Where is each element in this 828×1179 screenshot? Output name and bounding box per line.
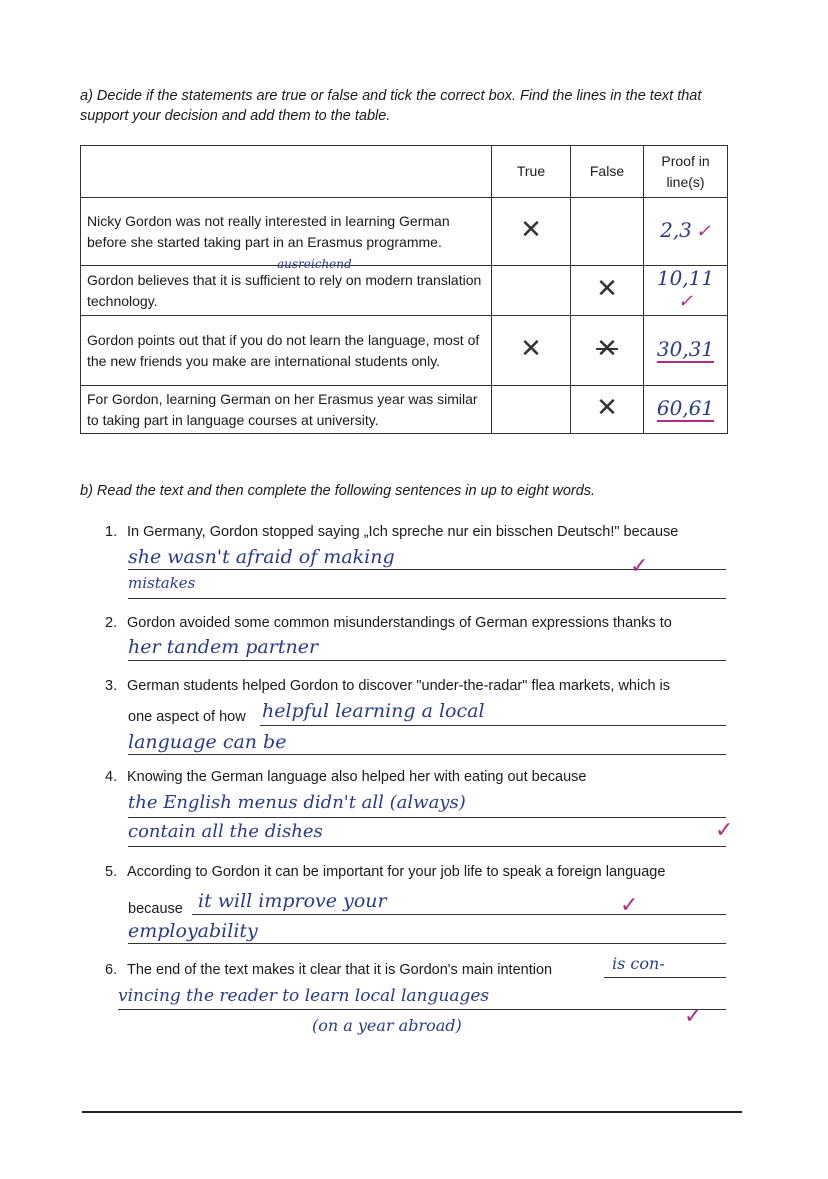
answer-6-line-2[interactable]: vincing the reader to learn local languages — [118, 986, 490, 1006]
question-4 — [105, 767, 735, 787]
question-prompt: In Germany, Gordon stopped saying „Ich spreche nur ein bisschen Deutsch!" because — [127, 524, 679, 540]
proof-lines-4[interactable]: 60,61 — [656, 396, 715, 420]
question-number: 6. — [105, 962, 118, 978]
question-prompt: The end of the text makes it clear that it is Gordon's main intention — [127, 962, 553, 978]
proof-lines-2[interactable]: 10,11 — [656, 266, 715, 290]
answer-line — [118, 1009, 726, 1010]
table-row — [81, 198, 728, 266]
answer-line — [260, 725, 726, 726]
bottom-rule — [82, 1111, 742, 1113]
answer-line — [604, 977, 726, 978]
question-prompt: German students helped Gordon to discover "under-the-radar" flea markets, which is — [127, 678, 671, 694]
answer-6-line-3[interactable]: (on a year abroad) — [312, 1016, 462, 1035]
answer-3-line-2[interactable]: language can be — [128, 731, 287, 753]
question-number: 3. — [105, 678, 118, 694]
statement-2-cell — [81, 257, 492, 316]
answer-3-line-1[interactable]: helpful learning a local — [262, 700, 485, 722]
header-proof: Proof in line(s) — [644, 146, 728, 198]
question-number: 2. — [105, 615, 118, 631]
question-number: 1. — [105, 524, 118, 540]
answer-line — [128, 846, 726, 847]
tick-1: ✓ — [695, 221, 711, 242]
question-number: 4. — [105, 769, 118, 785]
header-false: False — [571, 146, 644, 198]
tick-q4: ✓ — [715, 818, 734, 843]
statement-3: Gordon points out that if you do not learn the language, most of the new friends you make are international students only. — [81, 316, 492, 386]
question-1 — [105, 522, 735, 542]
answer-line — [128, 817, 726, 818]
tick-2: ✓ — [677, 291, 694, 312]
true-false-table — [80, 145, 728, 434]
answer-1-line-1[interactable]: she wasn't afraid of making — [128, 546, 395, 568]
question-5 — [105, 862, 735, 882]
proof-lines-1[interactable]: 2,3 — [660, 218, 692, 242]
header-blank — [81, 146, 492, 198]
question-2 — [105, 613, 735, 633]
tick-q5: ✓ — [620, 893, 639, 918]
tick-q6: ✓ — [684, 1004, 703, 1029]
part-b-instructions: b) Read the text and then complete the following sentences in up to eight words. — [80, 483, 596, 499]
answer-5-line-1[interactable]: it will improve your — [198, 890, 387, 912]
statement-1: Nicky Gordon was not really interested in learning German before she started taking part in an Erasmus programme. — [81, 198, 492, 266]
statement-4: For Gordon, learning German on her Erasmus year was similar to taking part in language courses at university. — [81, 386, 492, 434]
true-checkmark-1[interactable]: ✕ — [520, 214, 542, 245]
answer-2-line-1[interactable]: her tandem partner — [128, 636, 319, 658]
question-3-continued: one aspect of how — [128, 709, 246, 725]
true-checkmark-3[interactable]: ✕ — [520, 333, 542, 364]
statement-2: Gordon believes that it is sufficient to rely on modern translation technology. — [87, 271, 482, 309]
question-6 — [105, 960, 625, 980]
false-checkmark-2[interactable]: ✕ — [596, 273, 618, 304]
answer-4-line-1[interactable]: the English menus didn't all (always) — [128, 792, 466, 813]
answer-5-line-2[interactable]: employability — [128, 920, 258, 942]
table-header-row — [81, 146, 728, 198]
answer-line — [192, 914, 726, 915]
false-checkmark-3[interactable]: ✕ — [596, 333, 618, 364]
proof-lines-3[interactable]: 30,31 — [656, 337, 715, 361]
answer-1-line-2[interactable]: mistakes — [128, 574, 196, 592]
tick-q1: ✓ — [630, 554, 649, 579]
answer-line — [128, 754, 726, 755]
table-row — [81, 266, 728, 316]
question-prompt: Gordon avoided some common misunderstandings of German expressions thanks to — [127, 615, 672, 631]
answer-line — [128, 943, 726, 944]
header-true: True — [492, 146, 571, 198]
answer-6-line-1[interactable]: is con- — [612, 954, 665, 973]
question-prompt: Knowing the German language also helped her with eating out because — [127, 769, 587, 785]
part-a-instructions: a) Decide if the statements are true or false and tick the correct box. Find the lines in the text that support your decision and add them to the table. — [80, 88, 702, 124]
table-row — [81, 386, 728, 434]
answer-4-line-2[interactable]: contain all the dishes — [128, 821, 323, 842]
false-checkmark-4[interactable]: ✕ — [596, 392, 618, 423]
correction-note: ausreichend — [277, 257, 352, 271]
question-3 — [105, 676, 735, 696]
question-5-continued: because — [128, 901, 183, 917]
question-number: 5. — [105, 864, 118, 880]
table-row — [81, 316, 728, 386]
question-prompt: According to Gordon it can be important for your job life to speak a foreign language — [127, 864, 666, 880]
answer-line — [128, 660, 726, 661]
answer-line — [128, 598, 726, 599]
